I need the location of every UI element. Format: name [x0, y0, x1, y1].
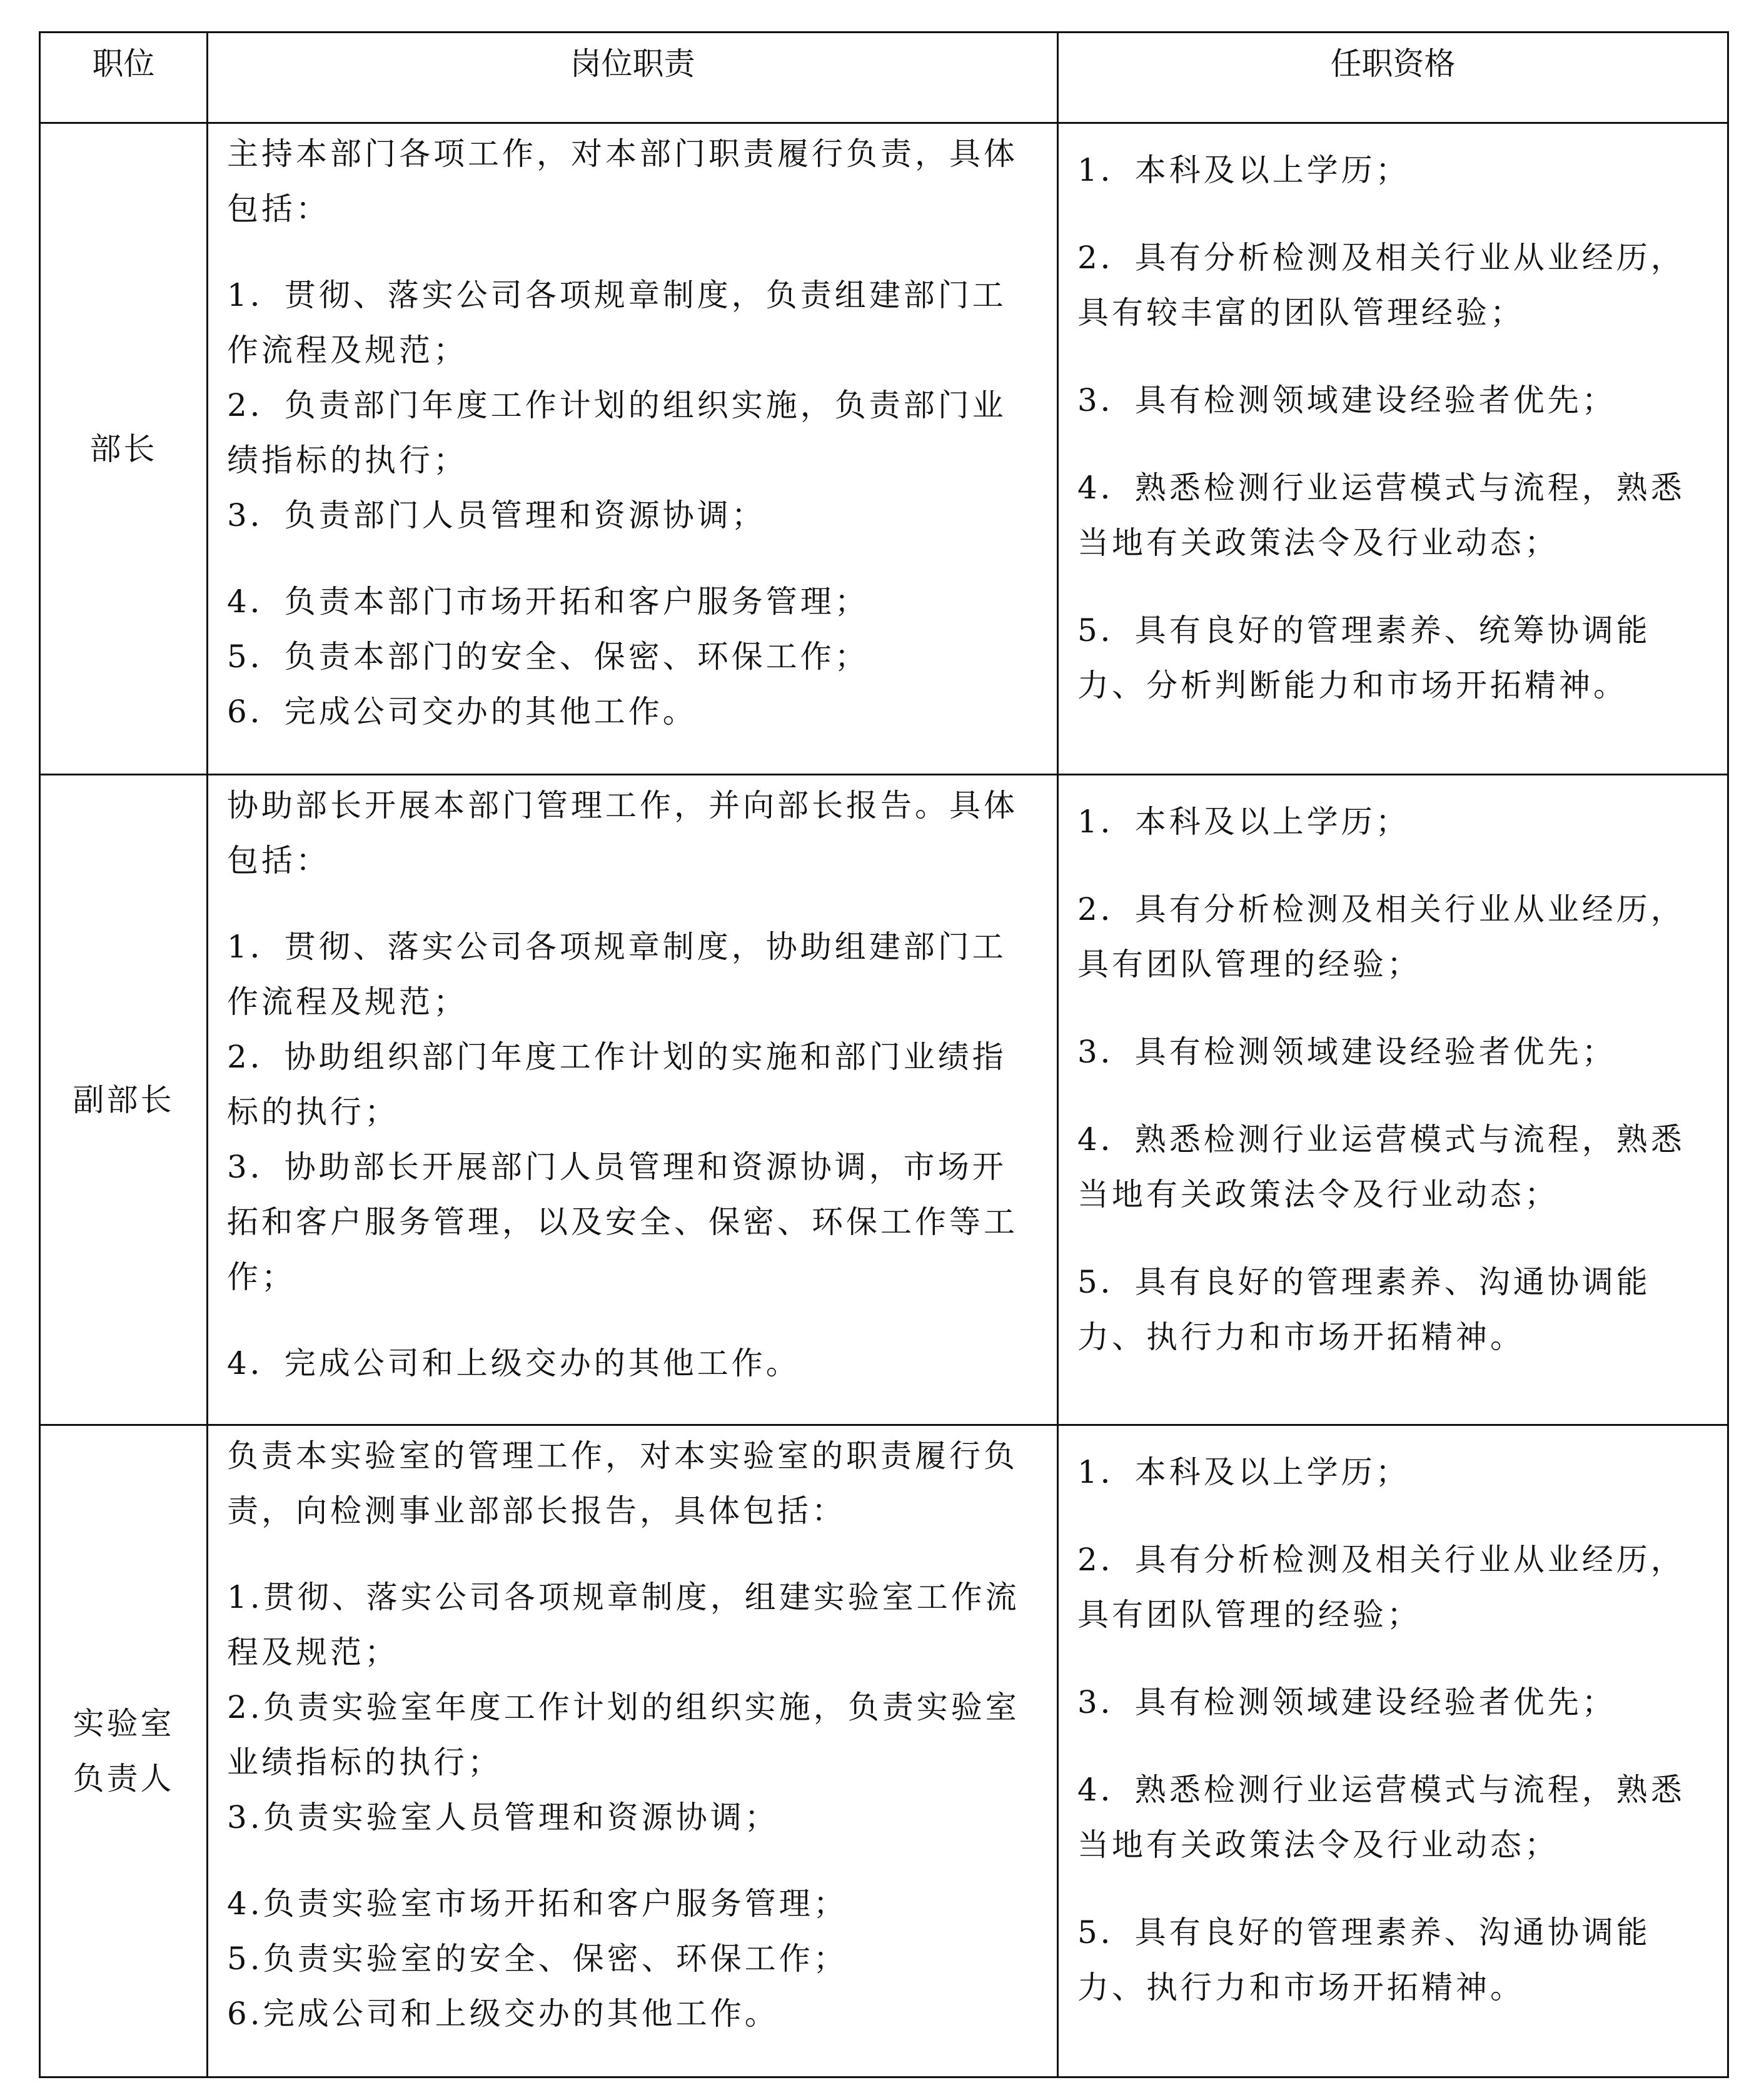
qualification-item: 2．具有分析检测及相关行业从业经历，具有团队管理的经验； — [1077, 891, 1685, 982]
qualifications-cell — [1058, 123, 1728, 775]
duty-item: 4．完成公司和上级交办的其他工作。 — [227, 1345, 800, 1381]
table-row — [40, 775, 1728, 1425]
duties-intro: 主持本部门各项工作，对本部门职责履行负责，具体包括： — [227, 136, 1018, 227]
header-position: 职位 — [40, 33, 208, 123]
position-cell — [40, 775, 208, 1425]
duty-item: 6．完成公司交办的其他工作。 — [227, 694, 697, 730]
qualification-item: 5．具有良好的管理素养、沟通协调能力、执行力和市场开拓精神。 — [1077, 1914, 1651, 2006]
qualification-item: 4．熟悉检测行业运营模式与流程，熟悉当地有关政策法令及行业动态； — [1077, 1772, 1685, 1863]
duty-item: 3．协助部长开展部门人员管理和资源协调，市场开拓和客户服务管理，以及安全、保密、环保工作等工作； — [227, 1149, 1018, 1295]
position-title: 部长 — [89, 430, 158, 467]
duty-item: 1．贯彻、落实公司各项规章制度，协助组建部门工作流程及规范； — [227, 929, 1007, 1020]
duties-cell — [208, 775, 1058, 1425]
qualification-item: 3．具有检测领域建设经验者优先； — [1077, 1034, 1616, 1070]
qualifications-cell — [1058, 775, 1728, 1425]
table-row — [40, 123, 1728, 775]
qualification-item: 2．具有分析检测及相关行业从业经历，具有较丰富的团队管理经验； — [1077, 240, 1685, 331]
qualification-item: 2．具有分析检测及相关行业从业经历，具有团队管理的经验； — [1077, 1542, 1685, 1633]
qualification-item: 5．具有良好的管理素养、统筹协调能力、分析判断能力和市场开拓精神。 — [1077, 612, 1651, 704]
duty-item: 3.负责实验室人员管理和资源协调； — [227, 1799, 779, 1835]
duty-item: 6.完成公司和上级交办的其他工作。 — [227, 1996, 779, 2032]
duty-item: 5.负责实验室的安全、保密、环保工作； — [227, 1941, 848, 1977]
qualification-item: 4．熟悉检测行业运营模式与流程，熟悉当地有关政策法令及行业动态； — [1077, 470, 1685, 561]
duty-item: 4.负责实验室市场开拓和客户服务管理； — [227, 1885, 848, 1922]
qualification-item: 1．本科及以上学历； — [1077, 804, 1410, 840]
header-duties: 岗位职责 — [208, 33, 1058, 123]
qualification-item: 1．本科及以上学历； — [1077, 1454, 1410, 1490]
table-row — [40, 1425, 1728, 2077]
table-header-row — [40, 33, 1728, 123]
header-qualifications: 任职资格 — [1058, 33, 1728, 123]
duty-item: 1.贯彻、落实公司各项规章制度，组建实验室工作流程及规范； — [227, 1579, 1020, 1670]
duty-item: 2.负责实验室年度工作计划的组织实施，负责实验室业绩指标的执行； — [227, 1689, 1020, 1780]
position-title: 副部长 — [73, 1081, 174, 1118]
qualification-item: 3．具有检测领域建设经验者优先； — [1077, 382, 1616, 418]
duty-item: 2．负责部门年度工作计划的组织实施，负责部门业绩指标的执行； — [227, 387, 1007, 478]
position-cell — [40, 123, 208, 775]
duties-cell — [208, 1425, 1058, 2077]
duties-intro: 协助部长开展本部门管理工作，并向部长报告。具体包括： — [227, 787, 1018, 879]
duty-item: 5．负责本部门的安全、保密、环保工作； — [227, 639, 869, 675]
job-responsibility-table — [39, 31, 1729, 2078]
duty-item: 3．负责部门人员管理和资源协调； — [227, 497, 766, 533]
duties-cell — [208, 123, 1058, 775]
qualification-item: 1．本科及以上学历； — [1077, 152, 1410, 188]
qualification-item: 4．熟悉检测行业运营模式与流程，熟悉当地有关政策法令及行业动态； — [1077, 1121, 1685, 1213]
duties-intro: 负责本实验室的管理工作，对本实验室的职责履行负责，向检测事业部部长报告，具体包括： — [227, 1438, 1018, 1529]
position-cell — [40, 1425, 208, 2077]
qualifications-cell — [1058, 1425, 1728, 2077]
duty-item: 1．贯彻、落实公司各项规章制度，负责组建部门工作流程及规范； — [227, 277, 1007, 368]
duty-item: 2．协助组织部门年度工作计划的实施和部门业绩指标的执行； — [227, 1039, 1007, 1130]
position-title-line: 实验室 — [73, 1705, 174, 1742]
qualification-item: 5．具有良好的管理素养、沟通协调能力、执行力和市场开拓精神。 — [1077, 1264, 1651, 1355]
duty-item: 4．负责本部门市场开拓和客户服务管理； — [227, 583, 869, 620]
position-title-line: 负责人 — [73, 1760, 174, 1797]
qualification-item: 3．具有检测领域建设经验者优先； — [1077, 1684, 1616, 1720]
